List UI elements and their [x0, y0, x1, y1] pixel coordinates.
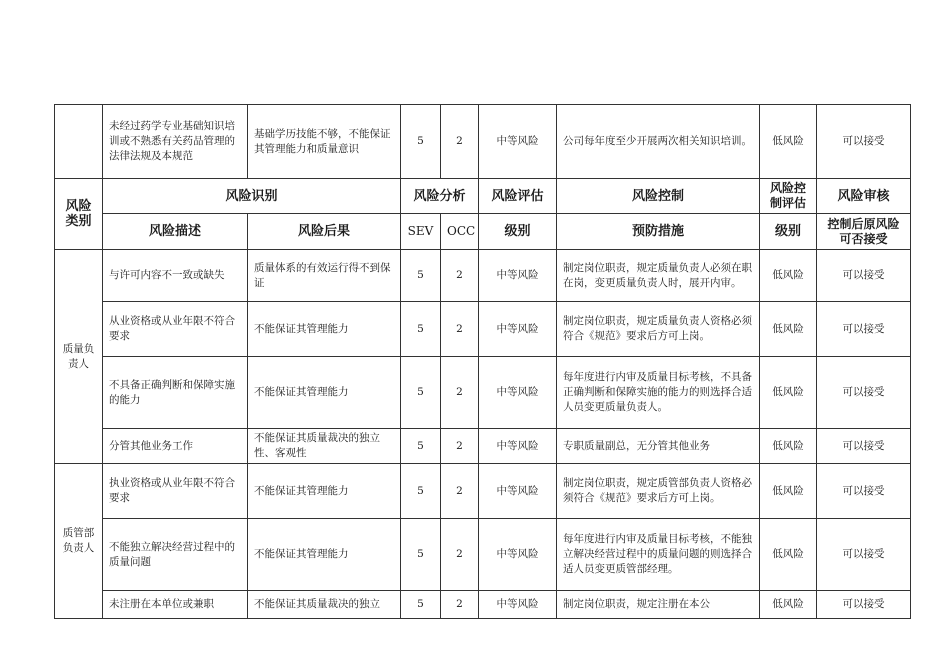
- sev-cell: 5: [401, 464, 441, 519]
- risk-desc-cell: 从业资格或从业年限不符合要求: [103, 302, 248, 357]
- category-cell: [55, 105, 103, 179]
- review-cell: 可以接受: [817, 302, 911, 357]
- sev-cell: 5: [401, 105, 441, 179]
- risk-consequence-cell: 不能保证其管理能力: [248, 302, 401, 357]
- measure-cell: 制定岗位职责，规定质量负责人资格必须符合《规范》要求后方可上岗。: [557, 302, 760, 357]
- header-sev: SEV: [401, 214, 441, 250]
- sev-cell: 5: [401, 429, 441, 464]
- risk-consequence-cell: 不能保证其质量裁决的独立性、客观性: [248, 429, 401, 464]
- control-level-cell: 低风险: [760, 302, 817, 357]
- measure-cell: 专职质量副总，无分管其他业务: [557, 429, 760, 464]
- risk-level-cell: 中等风险: [479, 302, 557, 357]
- measure-cell: 每年度进行内审及质量目标考核，不具备正确判断和保障实施的能力的则选择合适人员变更质量负责人。: [557, 357, 760, 429]
- measure-cell: 制定岗位职责，规定质管部负责人资格必须符合《规范》要求后方可上岗。: [557, 464, 760, 519]
- header-measure: 预防措施: [557, 214, 760, 250]
- review-cell: 可以接受: [817, 591, 911, 619]
- measure-cell: 制定岗位职责，规定质量负责人必须在职在岗，变更质量负责人时，展开内审。: [557, 250, 760, 302]
- sev-cell: 5: [401, 591, 441, 619]
- measure-cell: 每年度进行内审及质量目标考核，不能独立解决经营过程中的质量问题的则选择合适人员变更质管部经理。: [557, 519, 760, 591]
- risk-level-cell: 中等风险: [479, 591, 557, 619]
- risk-desc-cell: 未注册在本单位或兼职: [103, 591, 248, 619]
- risk-desc-cell: 与许可内容不一致或缺失: [103, 250, 248, 302]
- header-assess: 风险评估: [479, 179, 557, 214]
- control-level-cell: 低风险: [760, 357, 817, 429]
- risk-desc-cell: 分管其他业务工作: [103, 429, 248, 464]
- header-accept: 控制后原风险可否接受: [817, 214, 911, 250]
- risk-desc-cell: 不具备正确判断和保障实施的能力: [103, 357, 248, 429]
- header-control-assess: 风险控制评估: [760, 179, 817, 214]
- table-row: [55, 429, 911, 464]
- occ-cell: 2: [441, 302, 479, 357]
- risk-consequence-cell: 不能保证其管理能力: [248, 357, 401, 429]
- occ-cell: 2: [441, 357, 479, 429]
- header-level2: 级别: [760, 214, 817, 250]
- risk-consequence-cell: 质量体系的有效运行得不到保证: [248, 250, 401, 302]
- table-row: [55, 302, 911, 357]
- review-cell: 可以接受: [817, 429, 911, 464]
- table-row: [55, 464, 911, 519]
- header-consequence: 风险后果: [248, 214, 401, 250]
- category-cell: 质量负责人: [55, 250, 103, 464]
- risk-consequence-cell: 基础学历技能不够，不能保证其管理能力和质量意识: [248, 105, 401, 179]
- occ-cell: 2: [441, 105, 479, 179]
- header-row-main: [55, 179, 911, 214]
- risk-consequence-cell: 不能保证其管理能力: [248, 519, 401, 591]
- risk-level-cell: 中等风险: [479, 519, 557, 591]
- review-cell: 可以接受: [817, 250, 911, 302]
- control-level-cell: 低风险: [760, 250, 817, 302]
- risk-desc-cell: 未经过药学专业基础知识培训或不熟悉有关药品管理的法律法规及本规范: [103, 105, 248, 179]
- header-occ: OCC: [441, 214, 479, 250]
- control-level-cell: 低风险: [760, 519, 817, 591]
- header-row-sub: [55, 214, 911, 250]
- sev-cell: 5: [401, 519, 441, 591]
- control-level-cell: 低风险: [760, 429, 817, 464]
- measure-cell: 公司每年度至少开展两次相关知识培训。: [557, 105, 760, 179]
- risk-level-cell: 中等风险: [479, 250, 557, 302]
- header-level: 级别: [479, 214, 557, 250]
- table-row: [55, 591, 911, 619]
- occ-cell: 2: [441, 250, 479, 302]
- sev-cell: 5: [401, 250, 441, 302]
- risk-level-cell: 中等风险: [479, 464, 557, 519]
- measure-cell: 制定岗位职责，规定注册在本公: [557, 591, 760, 619]
- sev-cell: 5: [401, 357, 441, 429]
- category-cell: 质管部负责人: [55, 464, 103, 619]
- risk-consequence-cell: 不能保证其质量裁决的独立: [248, 591, 401, 619]
- review-cell: 可以接受: [817, 464, 911, 519]
- header-category: 风险类别: [55, 179, 103, 250]
- sev-cell: 5: [401, 302, 441, 357]
- risk-desc-cell: 执业资格或从业年限不符合要求: [103, 464, 248, 519]
- risk-level-cell: 中等风险: [479, 357, 557, 429]
- header-desc: 风险描述: [103, 214, 248, 250]
- review-cell: 可以接受: [817, 519, 911, 591]
- occ-cell: 2: [441, 591, 479, 619]
- table-row: [55, 105, 911, 179]
- review-cell: 可以接受: [817, 105, 911, 179]
- occ-cell: 2: [441, 464, 479, 519]
- header-review: 风险审核: [817, 179, 911, 214]
- risk-level-cell: 中等风险: [479, 429, 557, 464]
- risk-assessment-table: [54, 104, 911, 619]
- review-cell: 可以接受: [817, 357, 911, 429]
- risk-desc-cell: 不能独立解决经营过程中的质量问题: [103, 519, 248, 591]
- table-row: [55, 357, 911, 429]
- control-level-cell: 低风险: [760, 105, 817, 179]
- table-row: [55, 250, 911, 302]
- risk-consequence-cell: 不能保证其管理能力: [248, 464, 401, 519]
- risk-level-cell: 中等风险: [479, 105, 557, 179]
- control-level-cell: 低风险: [760, 464, 817, 519]
- header-identify: 风险识别: [103, 179, 401, 214]
- header-control: 风险控制: [557, 179, 760, 214]
- header-analysis: 风险分析: [401, 179, 479, 214]
- occ-cell: 2: [441, 429, 479, 464]
- control-level-cell: 低风险: [760, 591, 817, 619]
- occ-cell: 2: [441, 519, 479, 591]
- table-row: [55, 519, 911, 591]
